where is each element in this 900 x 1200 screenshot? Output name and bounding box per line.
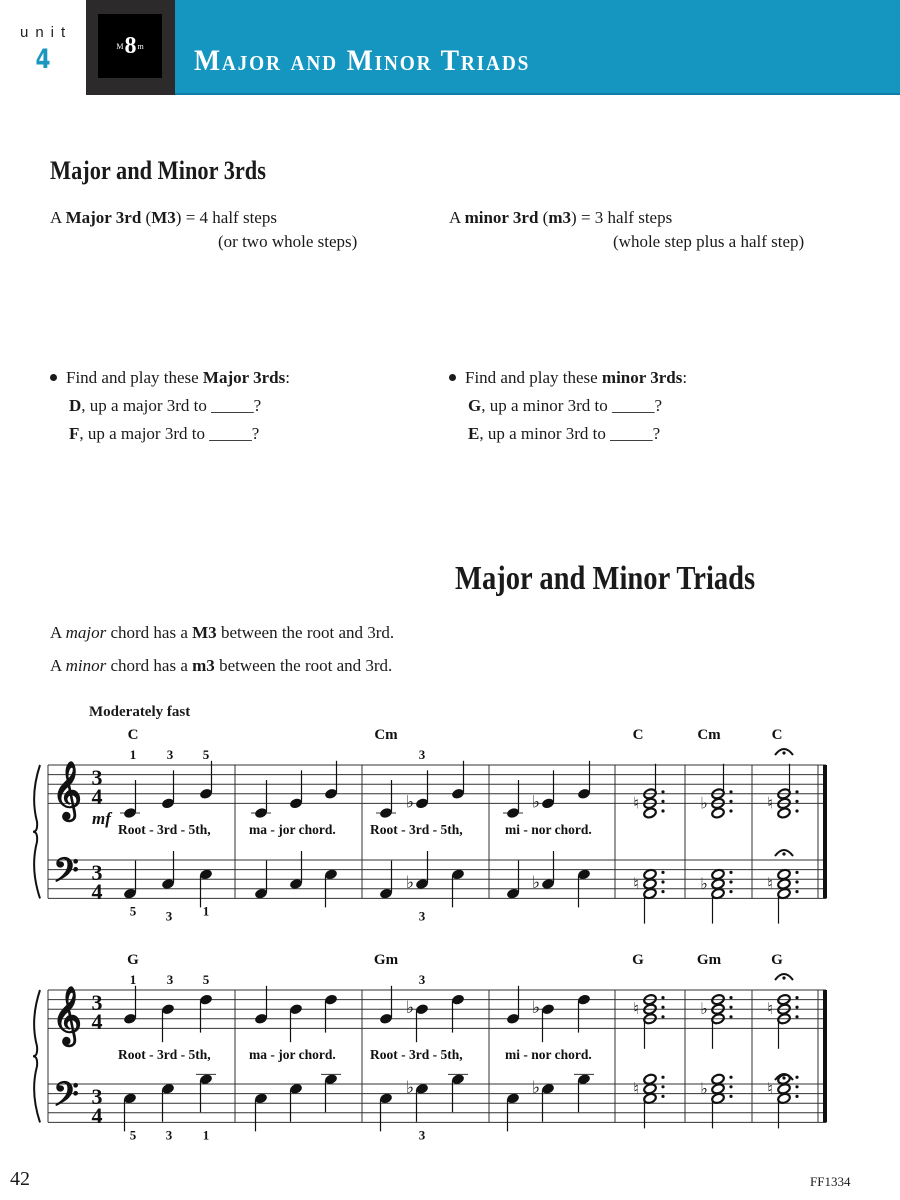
text: : <box>682 368 688 387</box>
rh-fingering: 3 <box>418 972 426 987</box>
lyric: ma - jor chord. <box>249 822 336 837</box>
natural-icon: ♮ <box>767 876 773 893</box>
flat-icon: ♭ <box>531 792 541 812</box>
natural-icon: ♮ <box>633 795 639 813</box>
augmentation-dot <box>795 890 798 893</box>
unit-label: unit <box>20 24 73 41</box>
logo-major-mark: M <box>116 41 124 51</box>
text: chord has a <box>106 656 193 675</box>
bass-clef-icon: 𝄢 <box>53 1076 79 1121</box>
dotted-half-note-head <box>711 1073 725 1085</box>
augmentation-dot <box>729 809 732 812</box>
chord-symbol: G <box>771 952 783 968</box>
lh-fingering: 3 <box>418 908 426 924</box>
fermata-dot <box>782 976 785 979</box>
final-barline <box>823 990 827 1122</box>
term-minor-third: minor 3rd <box>464 208 539 227</box>
rh-fingering: 3 <box>166 972 174 987</box>
rh-fingering: 1 <box>129 747 137 762</box>
flat-icon: ♭ <box>405 998 415 1018</box>
time-signature-bottom: 4 <box>91 1103 103 1128</box>
fermata-dot <box>782 852 785 855</box>
rh-fingering: 3 <box>418 747 426 762</box>
question: , up a major 3rd to _____? <box>79 424 260 443</box>
text: Find and play these <box>66 368 203 387</box>
brace-icon <box>33 765 40 898</box>
lyric: mi - nor chord. <box>505 822 592 837</box>
augmentation-dot <box>729 1006 732 1009</box>
chord-symbol: Gm <box>373 952 399 968</box>
question: , up a minor 3rd to _____? <box>479 424 661 443</box>
lh-fingering: 3 <box>418 1127 426 1143</box>
augmentation-dot <box>795 809 798 812</box>
augmentation-dot <box>795 1076 798 1079</box>
lyric: mi - nor chord. <box>505 1047 592 1062</box>
bass-clef-icon: 𝄢 <box>53 852 79 897</box>
augmentation-dot <box>729 800 732 803</box>
augmentation-dot <box>729 1015 732 1018</box>
augmentation-dot <box>729 996 732 999</box>
dynamic-mark: mf <box>92 809 111 828</box>
augmentation-dot <box>795 1085 798 1088</box>
augmentation-dot <box>661 1085 664 1088</box>
note-name: E <box>468 424 480 443</box>
treble-clef-icon: 𝄞 <box>52 762 82 818</box>
abbr-m3-minor: m3 <box>548 208 572 227</box>
text: : <box>285 368 290 387</box>
note-name: F <box>69 424 80 443</box>
flat-icon: ♭ <box>700 795 708 813</box>
augmentation-dot <box>661 790 664 793</box>
logo-minor-mark: m <box>137 41 144 51</box>
final-barline <box>823 765 827 898</box>
augmentation-dot <box>661 1006 664 1009</box>
augmentation-dot <box>795 800 798 803</box>
time-signature-top: 3 <box>91 860 103 885</box>
note-name: D <box>69 396 82 415</box>
chord-symbol: C <box>127 727 139 743</box>
natural-icon: ♮ <box>767 1001 773 1019</box>
time-signature-bottom: 4 <box>91 1009 103 1034</box>
rh-fingering: 5 <box>202 972 210 987</box>
term-major-third: Major 3rd <box>65 208 142 227</box>
text: ( <box>141 208 152 227</box>
fermata-dot <box>782 751 785 754</box>
section-heading-thirds: Major and Minor 3rds <box>50 156 266 185</box>
definition: = 4 half steps <box>181 208 277 227</box>
chord-symbol: G <box>127 952 139 968</box>
lyric: Root - 3rd - 5th, <box>118 1047 211 1062</box>
augmentation-dot <box>729 1095 732 1098</box>
augmentation-dot <box>661 871 664 874</box>
chord-symbol: G <box>632 952 644 968</box>
lyric: Root - 3rd - 5th, <box>370 822 463 837</box>
augmentation-dot <box>729 1085 732 1088</box>
text: ) <box>175 208 182 227</box>
question: , up a minor 3rd to _____? <box>481 396 663 415</box>
augmentation-dot <box>661 1076 664 1079</box>
fermata-dot <box>782 1076 785 1079</box>
text-italic: major <box>65 623 107 642</box>
lh-fingering: 1 <box>202 1127 210 1143</box>
augmentation-dot <box>795 1015 798 1018</box>
rh-fingering: 3 <box>166 747 174 762</box>
chord-symbol: C <box>771 727 783 743</box>
text: A <box>50 656 66 675</box>
abbr-m3: M3 <box>151 208 176 227</box>
augmentation-dot <box>661 1095 664 1098</box>
augmentation-dot <box>729 871 732 874</box>
chord-symbol: C <box>632 727 644 743</box>
treble-clef-icon: 𝄞 <box>52 987 82 1043</box>
text-bold: minor 3rds <box>601 368 683 387</box>
augmentation-dot <box>729 1076 732 1079</box>
time-signature-top: 3 <box>91 1084 103 1109</box>
text: A <box>449 208 465 227</box>
chord-symbol: Cm <box>697 727 721 743</box>
page-title: Major and Minor Triads <box>194 44 531 77</box>
time-signature-top: 3 <box>91 990 103 1015</box>
text: ) <box>571 208 577 227</box>
text: Find and play these <box>465 368 602 387</box>
flat-icon: ♭ <box>531 998 541 1018</box>
lyric: ma - jor chord. <box>249 1047 336 1062</box>
text: ( <box>538 208 549 227</box>
augmentation-dot <box>661 996 664 999</box>
dotted-half-note-head <box>643 868 657 880</box>
lyric: Root - 3rd - 5th, <box>118 822 211 837</box>
flat-icon: ♭ <box>405 873 415 892</box>
augmentation-dot <box>661 880 664 883</box>
augmentation-dot <box>795 1095 798 1098</box>
augmentation-dot <box>661 800 664 803</box>
section-heading-triads: Major and Minor Triads <box>455 560 756 597</box>
natural-icon: ♮ <box>767 795 773 813</box>
natural-icon: ♮ <box>633 876 639 893</box>
natural-icon: ♮ <box>633 1001 639 1019</box>
text-italic: minor <box>65 656 107 675</box>
augmentation-dot <box>795 1006 798 1009</box>
dotted-half-note-head <box>777 868 791 880</box>
flat-icon: ♭ <box>531 1077 541 1097</box>
flat-icon: ♭ <box>700 1080 708 1098</box>
dotted-half-note-head <box>711 868 725 880</box>
lh-fingering: 5 <box>129 1127 137 1143</box>
augmentation-dot <box>729 790 732 793</box>
rh-fingering: 1 <box>129 972 137 987</box>
chord-symbol: Cm <box>374 727 398 743</box>
augmentation-dot <box>795 880 798 883</box>
augmentation-dot <box>795 790 798 793</box>
dotted-half-note-head <box>643 1073 657 1085</box>
time-signature-bottom: 4 <box>91 879 103 904</box>
flat-icon: ♭ <box>531 873 541 892</box>
natural-icon: ♮ <box>633 1080 639 1098</box>
lh-fingering: 5 <box>129 903 137 919</box>
rh-fingering: 5 <box>202 747 210 762</box>
page-number: 42 <box>10 1168 30 1190</box>
text: A <box>50 208 66 227</box>
tempo-marking: Moderately fast <box>89 704 191 720</box>
brace-icon <box>33 990 40 1122</box>
text-bold: m3 <box>192 656 215 675</box>
time-signature-top: 3 <box>91 765 103 790</box>
definition: = 3 half steps <box>576 208 673 227</box>
flat-icon: ♭ <box>700 1001 708 1019</box>
augmentation-dot <box>661 809 664 812</box>
logo-octave-mark: 8 <box>124 33 137 59</box>
text-bold: M3 <box>192 623 217 642</box>
lh-fingering: 3 <box>165 1127 173 1143</box>
natural-icon: ♮ <box>767 1080 773 1098</box>
text: between the root and 3rd. <box>214 656 393 675</box>
augmentation-dot <box>795 871 798 874</box>
augmentation-dot <box>795 996 798 999</box>
lh-fingering: 1 <box>202 903 210 919</box>
augmentation-dot <box>729 880 732 883</box>
flat-icon: ♭ <box>405 792 415 812</box>
catalog-code: FF1334 <box>810 1174 851 1189</box>
chord-symbol: Gm <box>696 952 722 968</box>
augmentation-dot <box>661 890 664 893</box>
augmentation-dot <box>661 1015 664 1018</box>
question: , up a major 3rd to _____? <box>81 396 262 415</box>
unit-number: 4 <box>35 44 51 75</box>
lyric: Root - 3rd - 5th, <box>370 1047 463 1062</box>
time-signature-bottom: 4 <box>91 784 103 809</box>
major-third-note: (or two whole steps) <box>218 232 358 251</box>
minor-third-note: (whole step plus a half step) <box>613 232 805 251</box>
text-bold: Major 3rds <box>202 368 286 387</box>
text: A <box>50 623 66 642</box>
text: chord has a <box>106 623 193 642</box>
flat-icon: ♭ <box>405 1077 415 1097</box>
augmentation-dot <box>729 890 732 893</box>
text: between the root and 3rd. <box>216 623 395 642</box>
note-name: G <box>468 396 482 415</box>
lh-fingering: 3 <box>165 908 173 924</box>
flat-icon: ♭ <box>700 876 708 893</box>
